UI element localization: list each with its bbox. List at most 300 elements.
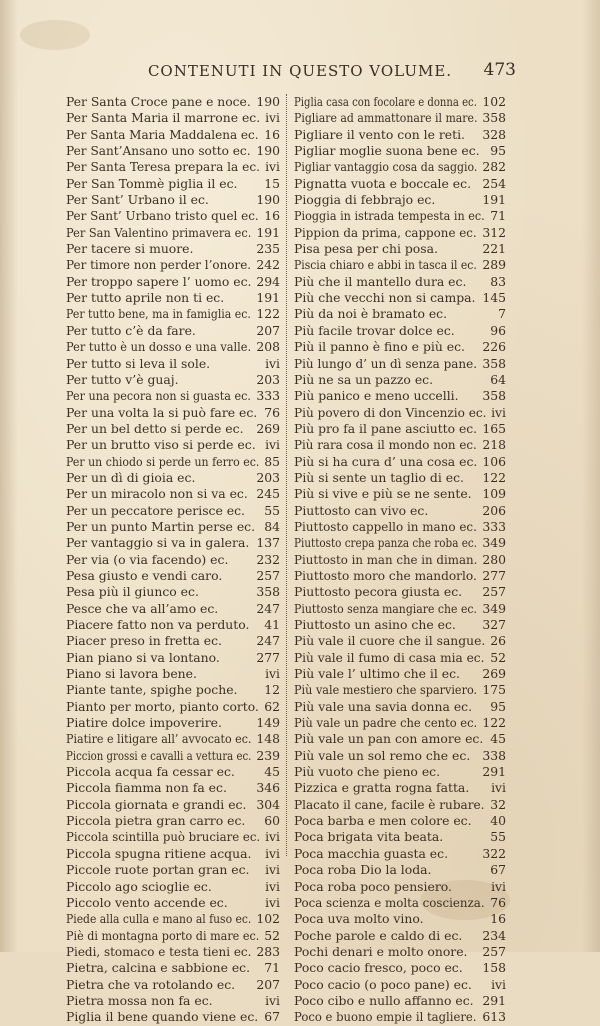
index-entry xyxy=(294,715,506,731)
entry-page-ref: 269 xyxy=(256,420,280,436)
entry-page-ref: 71 xyxy=(490,208,506,224)
index-entry xyxy=(294,241,506,257)
entry-page-ref: 12 xyxy=(264,682,280,698)
index-entry xyxy=(294,127,506,143)
entry-text: Per Santa Croce pane e noce. xyxy=(66,94,251,109)
entry-page-ref: 277 xyxy=(482,567,506,583)
index-entry xyxy=(66,568,280,584)
entry-text: Per un brutto viso si perde ec. xyxy=(66,437,256,453)
entry-text: Piuttosto can vivo ec. xyxy=(294,502,429,518)
entry-text: Più si ha cura d’ una cosa ec. xyxy=(294,453,478,469)
entry-page-ref: ivi xyxy=(265,437,280,453)
index-entry xyxy=(294,503,506,519)
index-entry xyxy=(294,192,506,208)
index-entry xyxy=(66,879,280,895)
entry-page-ref: ivi xyxy=(491,878,506,894)
entry-text: Pietra, calcina e sabbione ec. xyxy=(66,960,251,976)
entry-page-ref: ivi xyxy=(265,845,280,861)
index-entry xyxy=(294,911,506,927)
entry-page-ref: 280 xyxy=(482,551,506,567)
entry-page-ref: 122 xyxy=(256,306,280,322)
entry-page-ref: ivi xyxy=(491,976,506,992)
entry-text: Poca roba poco pensiero. xyxy=(294,878,452,894)
entry-page-ref: 239 xyxy=(256,747,280,763)
entry-page-ref: ivi xyxy=(265,894,280,910)
entry-text: Pesa più il giunco ec. xyxy=(66,584,199,600)
entry-text: Poca roba Dio la loda. xyxy=(294,862,432,878)
index-entry xyxy=(294,372,506,388)
entry-text: Poco e buono empie il tagliere. xyxy=(294,1009,477,1025)
entry-page-ref: 96 xyxy=(490,322,506,338)
index-entry xyxy=(66,94,280,110)
entry-page-ref: 242 xyxy=(256,257,280,273)
entry-page-ref: 206 xyxy=(482,502,506,518)
entry-text: Poche parole e caldo di ec. xyxy=(294,927,463,943)
entry-text: Più che vecchi non si campa. xyxy=(294,290,476,306)
index-entry xyxy=(294,225,506,241)
entry-page-ref: 122 xyxy=(482,715,506,731)
entry-page-ref: 291 xyxy=(482,992,506,1008)
entry-text: Più vale il cuore che il sangue. xyxy=(294,633,486,649)
entry-text: Piuttosto moro che mandorlo. xyxy=(294,567,477,583)
index-entry xyxy=(66,666,280,682)
entry-page-ref: 291 xyxy=(482,764,506,780)
entry-text: Piatire e litigare all’ avvocato ec. xyxy=(66,731,252,747)
index-entry xyxy=(66,257,280,273)
index-entry xyxy=(66,797,280,813)
index-entry xyxy=(66,192,280,208)
index-entry xyxy=(294,682,506,698)
entry-page-ref: 277 xyxy=(256,649,280,665)
entry-text: Per San Valentino primavera ec. xyxy=(66,224,252,240)
entry-text: Più rara cosa il mondo non ec. xyxy=(294,437,477,453)
entry-text: Più vuoto che pieno ec. xyxy=(294,764,441,780)
index-entry xyxy=(66,356,280,372)
index-entry xyxy=(294,977,506,993)
entry-page-ref: ivi xyxy=(265,159,280,175)
entry-page-ref: 333 xyxy=(482,518,506,534)
entry-page-ref: 257 xyxy=(482,943,506,959)
page-number: 473 xyxy=(483,60,516,80)
entry-text: Più vale mestiero che sparviero. xyxy=(294,682,478,698)
entry-text: Piscia chiaro e abbi in tasca il ec. xyxy=(294,257,477,273)
entry-text: Per tutto v’è guaj. xyxy=(66,371,179,387)
index-entry xyxy=(294,519,506,535)
entry-text: Per tutto bene, ma in famiglia ec. xyxy=(66,306,251,322)
index-entry xyxy=(66,682,280,698)
entry-page-ref: 109 xyxy=(482,486,506,502)
entry-page-ref: 45 xyxy=(490,731,506,747)
entry-text: Più pro fa il pane asciutto ec. xyxy=(294,420,478,436)
entry-text: Più si sente un taglio di ec. xyxy=(294,469,464,485)
index-entry xyxy=(66,437,280,453)
index-entry xyxy=(294,944,506,960)
entry-text: Pianto per morto, pianto corto. xyxy=(66,698,259,714)
entry-text: Per un chiodo si perde un ferro ec. xyxy=(66,453,260,469)
index-entry xyxy=(66,699,280,715)
entry-text: Piccola scintilla può bruciare ec. xyxy=(66,829,261,845)
entry-text: Per timore non perder l’onore. xyxy=(66,257,252,273)
index-entry xyxy=(294,895,506,911)
index-entry xyxy=(294,257,506,273)
entry-page-ref: 221 xyxy=(482,241,506,257)
index-entry xyxy=(66,829,280,845)
entry-page-ref: 15 xyxy=(264,175,280,191)
index-entry xyxy=(294,813,506,829)
index-entry xyxy=(294,960,506,976)
index-entry xyxy=(66,993,280,1009)
entry-text: Più lungo d’ un dì senza pane. xyxy=(294,355,478,371)
entry-text: Per un punto Martin perse ec. xyxy=(66,518,256,534)
entry-text: Poco cacio (o poco pane) ec. xyxy=(294,976,472,992)
entry-page-ref: 71 xyxy=(264,960,280,976)
entry-page-ref: 102 xyxy=(256,911,280,927)
index-entry xyxy=(66,519,280,535)
entry-page-ref: ivi xyxy=(265,666,280,682)
entry-text: Per una pecora non si guasta ec. xyxy=(66,388,251,404)
entry-text: Pizzica e gratta rogna fatta. xyxy=(294,780,470,796)
index-entry xyxy=(294,110,506,126)
index-entry xyxy=(66,928,280,944)
entry-page-ref: 328 xyxy=(482,126,506,142)
entry-text: Per Santa Maria il marrone ec. xyxy=(66,110,261,126)
entry-page-ref: 191 xyxy=(482,192,506,208)
entry-text: Piuttosto pecora giusta ec. xyxy=(294,584,463,600)
entry-text: Pochi denari e molto onore. xyxy=(294,943,468,959)
index-entry xyxy=(66,977,280,993)
entry-text: Per tutto è un dosso e una valle. xyxy=(66,339,252,355)
entry-text: Piede alla culla e mano al fuso ec. xyxy=(66,911,252,927)
index-entry xyxy=(294,797,506,813)
entry-page-ref: 52 xyxy=(264,927,280,943)
entry-text: Per troppo sapere l’ uomo ec. xyxy=(66,273,252,289)
entry-page-ref: 55 xyxy=(490,829,506,845)
index-entry xyxy=(294,993,506,1009)
entry-text: Piatire dolce impoverire. xyxy=(66,715,222,731)
entry-page-ref: 67 xyxy=(264,1009,280,1025)
index-entry xyxy=(294,552,506,568)
entry-page-ref: 234 xyxy=(482,927,506,943)
entry-text: Piuttosto un asino che ec. xyxy=(294,617,456,632)
entry-text: Per San Tommè piglia il ec. xyxy=(66,175,238,191)
entry-page-ref: ivi xyxy=(265,110,280,126)
entry-page-ref: 207 xyxy=(256,976,280,992)
entry-page-ref: 338 xyxy=(482,747,506,763)
entry-text: Più ne sa un pazzo ec. xyxy=(294,371,434,387)
entry-page-ref: 76 xyxy=(490,894,506,910)
index-entry xyxy=(294,159,506,175)
entry-page-ref: 145 xyxy=(482,290,506,306)
index-entry xyxy=(66,748,280,764)
entry-text: Piccolo vento accende ec. xyxy=(66,894,228,910)
index-entry xyxy=(66,715,280,731)
entry-page-ref: 32 xyxy=(490,796,506,812)
entry-text: Per un miracolo non si va ec. xyxy=(66,486,248,502)
entry-text: Pisa pesa per chi posa. xyxy=(294,241,438,257)
entry-text: Pesa giusto e vendi caro. xyxy=(66,567,223,583)
index-entry xyxy=(294,176,506,192)
entry-text: Più povero di don Vincenzio ec. xyxy=(294,404,487,420)
entry-text: Piuttosto in man che in diman. xyxy=(294,551,478,567)
index-entry xyxy=(66,503,280,519)
entry-page-ref: 327 xyxy=(482,617,506,632)
entry-page-ref: 122 xyxy=(482,469,506,485)
entry-text: Poca barba e men colore ec. xyxy=(294,813,472,829)
entry-page-ref: 64 xyxy=(490,371,506,387)
entry-page-ref: 257 xyxy=(256,567,280,583)
entry-text: Più vale un sol remo che ec. xyxy=(294,747,471,763)
entry-text: Piccola fiamma non fa ec. xyxy=(66,780,227,796)
entry-text: Pietra mossa non fa ec. xyxy=(66,992,213,1008)
entry-text: Più vale un pan con amore ec. xyxy=(294,731,484,747)
entry-text: Piglia il bene quando viene ec. xyxy=(66,1009,259,1025)
entry-page-ref: 235 xyxy=(256,241,280,257)
index-entry xyxy=(294,584,506,600)
entry-page-ref: 95 xyxy=(490,143,506,159)
entry-text: Placato il cane, facile è rubare. xyxy=(294,796,485,812)
index-entry xyxy=(66,895,280,911)
entry-text: Pigliare ad ammattonare il mare. xyxy=(294,110,478,126)
entry-page-ref: 84 xyxy=(264,518,280,534)
index-entry xyxy=(294,699,506,715)
entry-text: Piccolo ago scioglie ec. xyxy=(66,878,212,894)
entry-page-ref: 322 xyxy=(482,845,506,861)
entry-page-ref: 95 xyxy=(490,698,506,714)
index-entry xyxy=(294,454,506,470)
index-entry xyxy=(294,633,506,649)
entry-text: Poca scienza e molta coscienza. xyxy=(294,894,485,910)
entry-text: Per Santa Teresa prepara la ec. xyxy=(66,159,261,175)
entry-page-ref: ivi xyxy=(265,878,280,894)
entry-text: Più vale l’ ultimo che il ec. xyxy=(294,666,460,682)
entry-text: Più il panno è fino e più ec. xyxy=(294,339,465,355)
entry-text: Per Sant’Ansano uno sotto ec. xyxy=(66,143,251,159)
index-entry xyxy=(66,176,280,192)
entry-page-ref: 282 xyxy=(482,159,506,175)
index-entry xyxy=(66,290,280,306)
entry-page-ref: 52 xyxy=(490,649,506,665)
entry-page-ref: ivi xyxy=(265,355,280,371)
index-entry xyxy=(66,960,280,976)
page-edge-shadow-left xyxy=(0,0,18,952)
entry-page-ref: 257 xyxy=(482,584,506,600)
entry-text: Piè di montagna porto di mare ec. xyxy=(66,927,260,943)
entry-page-ref: 190 xyxy=(256,94,280,109)
entry-page-ref: 67 xyxy=(490,862,506,878)
index-entry xyxy=(294,928,506,944)
entry-page-ref: 208 xyxy=(256,339,280,355)
entry-page-ref: 283 xyxy=(256,943,280,959)
index-entry xyxy=(66,405,280,421)
index-entry xyxy=(66,911,280,927)
entry-page-ref: 207 xyxy=(256,322,280,338)
entry-text: Pesce che va all’amo ec. xyxy=(66,600,219,616)
entry-page-ref: 62 xyxy=(264,698,280,714)
entry-page-ref: 45 xyxy=(264,764,280,780)
index-entry xyxy=(294,617,506,633)
entry-text: Piacere fatto non va perduto. xyxy=(66,617,250,632)
entry-page-ref: 247 xyxy=(256,633,280,649)
index-entry xyxy=(294,666,506,682)
column-divider xyxy=(286,94,287,856)
entry-page-ref: 26 xyxy=(490,633,506,649)
index-entry xyxy=(294,568,506,584)
entry-page-ref: ivi xyxy=(265,829,280,845)
index-entry xyxy=(66,601,280,617)
entry-text: Per tutto aprile non ti ec. xyxy=(66,290,225,306)
entry-page-ref: 254 xyxy=(482,175,506,191)
index-entry xyxy=(66,846,280,862)
index-entry xyxy=(66,1009,280,1025)
entry-page-ref: 613 xyxy=(482,1009,506,1025)
entry-page-ref: 304 xyxy=(256,796,280,812)
index-entry xyxy=(66,633,280,649)
entry-page-ref: 358 xyxy=(482,388,506,404)
entry-page-ref: 191 xyxy=(256,290,280,306)
entry-page-ref: ivi xyxy=(491,404,506,420)
entry-text: Più che il mantello dura ec. xyxy=(294,273,467,289)
index-entry xyxy=(294,731,506,747)
index-entry xyxy=(66,470,280,486)
index-entry xyxy=(294,143,506,159)
entry-text: Poca macchia guasta ec. xyxy=(294,845,449,861)
entry-text: Per Santa Maria Maddalena ec. xyxy=(66,126,259,142)
entry-text: Più vale un padre che cento ec. xyxy=(294,715,478,731)
running-header-title: CONTENUTI IN QUESTO VOLUME. xyxy=(147,62,453,80)
entry-text: Piccola pietra gran carro ec. xyxy=(66,813,246,829)
index-entry xyxy=(66,731,280,747)
entry-page-ref: 349 xyxy=(482,600,506,616)
index-entry xyxy=(66,486,280,502)
index-column-right xyxy=(294,94,506,1026)
entry-page-ref: 203 xyxy=(256,371,280,387)
entry-text: Piuttosto crepa panza che roba ec. xyxy=(294,535,477,551)
index-entry xyxy=(66,388,280,404)
index-entry xyxy=(66,127,280,143)
index-entry xyxy=(66,617,280,633)
index-entry xyxy=(66,421,280,437)
entry-text: Piccola giornata e grandi ec. xyxy=(66,796,247,812)
entry-page-ref: 16 xyxy=(264,126,280,142)
index-entry xyxy=(294,846,506,862)
entry-page-ref: 294 xyxy=(256,273,280,289)
entry-page-ref: 358 xyxy=(482,110,506,126)
entry-page-ref: 247 xyxy=(256,600,280,616)
index-entry xyxy=(294,470,506,486)
entry-text: Per un peccatore perisce ec. xyxy=(66,502,245,518)
entry-page-ref: ivi xyxy=(265,862,280,878)
entry-text: Più vale il fumo di casa mia ec. xyxy=(294,649,485,665)
index-entry xyxy=(294,780,506,796)
index-entry xyxy=(66,862,280,878)
entry-page-ref: 40 xyxy=(490,813,506,829)
entry-text: Piuttosto senza mangiare che ec. xyxy=(294,600,478,616)
entry-page-ref: 137 xyxy=(256,535,280,551)
entry-page-ref: ivi xyxy=(491,780,506,796)
entry-page-ref: 158 xyxy=(482,960,506,976)
entry-text: Pippion da prima, cappone ec. xyxy=(294,224,477,240)
page-edge-shadow-right xyxy=(582,0,600,952)
entry-text: Piglia casa con focolare e donna ec. xyxy=(294,94,477,109)
entry-text: Poca uva molto vino. xyxy=(294,911,424,927)
entry-text: Più da noi è bramato ec. xyxy=(294,306,448,322)
index-entry xyxy=(294,274,506,290)
entry-page-ref: 232 xyxy=(256,551,280,567)
entry-text: Per tacere si muore. xyxy=(66,241,194,257)
entry-text: Piccola spugna ritiene acqua. xyxy=(66,845,252,861)
entry-text: Più si vive e più se ne sente. xyxy=(294,486,472,502)
entry-text: Piano si lavora bene. xyxy=(66,666,197,682)
entry-text: Pioggia di febbrajo ec. xyxy=(294,192,436,208)
entry-text: Per Sant’ Urbano il ec. xyxy=(66,192,209,208)
index-entry xyxy=(294,879,506,895)
entry-text: Per Sant’ Urbano tristo quel ec. xyxy=(66,208,259,224)
entry-page-ref: 289 xyxy=(482,257,506,273)
index-entry xyxy=(66,274,280,290)
entry-text: Poco cibo e nullo affanno ec. xyxy=(294,992,474,1008)
entry-page-ref: 165 xyxy=(482,420,506,436)
entry-text: Piante tante, spighe poche. xyxy=(66,682,238,698)
entry-page-ref: 149 xyxy=(256,715,280,731)
index-entry xyxy=(66,208,280,224)
entry-text: Per via (o via facendo) ec. xyxy=(66,551,229,567)
entry-text: Più facile trovar dolce ec. xyxy=(294,322,455,338)
entry-page-ref: 312 xyxy=(482,224,506,240)
entry-page-ref: 203 xyxy=(256,469,280,485)
entry-page-ref: 226 xyxy=(482,339,506,355)
index-entry xyxy=(66,780,280,796)
index-entry xyxy=(66,584,280,600)
entry-text: Piccion grossi e cavalli a vettura ec. xyxy=(66,747,252,763)
index-entry xyxy=(66,454,280,470)
entry-page-ref: 245 xyxy=(256,486,280,502)
entry-page-ref: 16 xyxy=(490,911,506,927)
index-entry xyxy=(294,405,506,421)
entry-text: Pigliar vantaggio cosa da saggio. xyxy=(294,159,478,175)
index-entry xyxy=(66,241,280,257)
index-entry xyxy=(294,862,506,878)
index-entry xyxy=(294,339,506,355)
paper-stain xyxy=(20,20,90,50)
entry-page-ref: 190 xyxy=(256,192,280,208)
entry-page-ref: 333 xyxy=(256,388,280,404)
index-column-left xyxy=(66,94,280,1026)
entry-page-ref: 41 xyxy=(264,617,280,632)
entry-text: Per tutto si leva il sole. xyxy=(66,355,211,371)
index-entry xyxy=(294,829,506,845)
entry-page-ref: 148 xyxy=(256,731,280,747)
entry-page-ref: 190 xyxy=(256,143,280,159)
index-entry xyxy=(294,650,506,666)
index-entry xyxy=(66,339,280,355)
entry-page-ref: 106 xyxy=(482,453,506,469)
entry-page-ref: 218 xyxy=(482,437,506,453)
entry-text: Più panico e meno uccelli. xyxy=(294,388,459,404)
index-entry xyxy=(66,225,280,241)
index-entry xyxy=(66,813,280,829)
entry-text: Piacer preso in fretta ec. xyxy=(66,633,222,649)
entry-text: Piccole ruote portan gran ec. xyxy=(66,862,250,878)
index-entry xyxy=(294,1009,506,1025)
entry-text: Pian piano si va lontano. xyxy=(66,649,220,665)
index-entry xyxy=(66,110,280,126)
entry-page-ref: ivi xyxy=(265,992,280,1008)
index-entry xyxy=(66,552,280,568)
entry-text: Per tutto c’è da fare. xyxy=(66,322,196,338)
index-entry xyxy=(66,535,280,551)
index-entry xyxy=(294,535,506,551)
index-entry xyxy=(294,388,506,404)
